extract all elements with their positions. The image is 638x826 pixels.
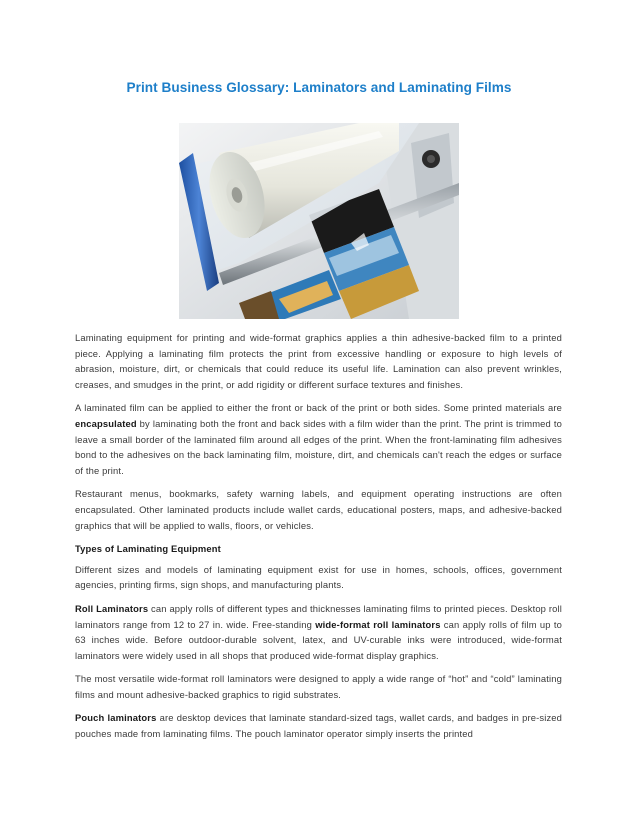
text-run: A laminated film can be applied to either the front or back of the print or both sides. Some printed materials are <box>75 402 562 414</box>
paragraph-versatile: The most versatile wide-format roll laminators were designed to apply a wide range of “hot” and “cold” laminating films and mount adhesive-backed graphics to rigid substrates. <box>75 673 562 700</box>
paragraph-pouch-laminators <box>75 710 562 741</box>
paragraph-equipment-intro: Different sizes and models of laminating equipment exist for use in homes, schools, offices, government agencies, printing firms, sign shops, and manufacturing plants. <box>75 563 562 591</box>
page-title: Print Business Glossary: Laminators and Laminating Films <box>126 80 512 95</box>
text-run: can apply rolls of film up to 63 inches wide. Before outdoor-durable solvent, latex, and UV-curable inks were introduced, wide-format laminators were widely used in all shops that produced wide-format display graphics. <box>75 618 562 661</box>
laminator-illustration <box>179 123 459 319</box>
paragraph-examples: Restaurant menus, bookmarks, safety warning labels, and equipment operating instructions are often encapsulated. Other laminated products include wallet cards, educational posters, maps, and adhesive-backed graphics that will be applied to walls, floors, or vehicles. <box>75 488 562 531</box>
paragraph-intro: Laminating equipment for printing and wide-format graphics applies a thin adhesive-backed film to a printed piece. Applying a laminating film protects the print from excessive handling or exposure to high levels of abrasion, moisture, dirt, or chemicals that could reduce its useful life. Lamination can also prevent wrinkles, creases, and smudges in the print, or add rigidity or different surface textures and finishes. <box>75 332 562 390</box>
paragraph-encapsulation <box>75 400 562 478</box>
text-run: can apply rolls of different types and thicknesses laminating films to printed pieces. Desktop roll laminators range from 12 to 27 in. wide. Free-standing <box>75 602 562 630</box>
bold-term-encapsulated: encapsulated <box>75 417 137 429</box>
bold-term-pouch-laminators: Pouch laminators <box>75 712 157 724</box>
bold-term-roll-laminators: Roll Laminators <box>75 602 149 614</box>
bold-term-wide-format: wide-format roll laminators <box>315 618 441 630</box>
text-run: are desktop devices that laminate standard-sized tags, wallet cards, and badges in pre-sized pouches made from laminating films. The pouch laminator operator simply inserts the printed <box>75 712 563 740</box>
text-run: by laminating both the front and back sides with a film wider than the print. The print is trimmed to leave a small border of the laminated film around all edges of the print. When the front-laminating film adhesives bond to the adhesives on the back laminating film, moisture, dirt, and chemicals can't reach the edges or surface of the print. <box>75 417 562 476</box>
paragraph-roll-laminators <box>75 601 562 663</box>
article-body <box>75 330 562 750</box>
section-heading: Types of Laminating Equipment <box>75 543 221 555</box>
laminator-photo <box>179 123 459 319</box>
